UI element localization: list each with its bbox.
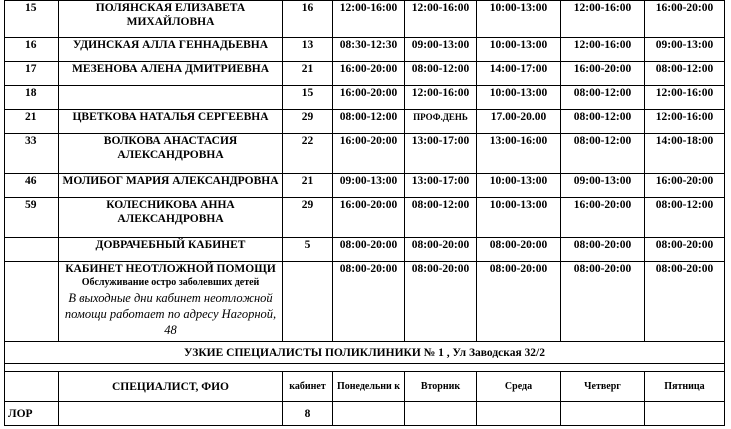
- schedule-thu: 16:00-20:00: [561, 198, 645, 238]
- header-thu: Четверг: [561, 372, 645, 402]
- table-row: [5, 38, 725, 62]
- schedule-thu: 08:00-12:00: [561, 86, 645, 110]
- cabinet-number: 21: [283, 62, 333, 86]
- schedule-wed: 10:00-13:00: [477, 174, 561, 198]
- schedule-mon: 12:00-16:00: [333, 1, 405, 38]
- schedule-fri: 08:00-12:00: [645, 62, 725, 86]
- cabinet-number: 29: [283, 110, 333, 134]
- schedule-tue: 13:00-17:00: [405, 134, 477, 174]
- schedule-thu: 08:00-12:00: [561, 110, 645, 134]
- specialist-name: МОЛИБОГ МАРИЯ АЛЕКСАНДРОВНА: [59, 174, 283, 198]
- header-mon: Понедельни к: [333, 372, 405, 402]
- specialist-name: МЕЗЕНОВА АЛЕНА ДМИТРИЕВНА: [59, 62, 283, 86]
- specialist-name: УДИНСКАЯ АЛЛА ГЕННАДЬЕВНА: [59, 38, 283, 62]
- header-fri: Пятница: [645, 372, 725, 402]
- schedule-mon: 08:00-20:00: [333, 238, 405, 262]
- header-specialist: СПЕЦИАЛИСТ, ФИО: [59, 372, 283, 402]
- emergency-note: В выходные дни кабинет неотложной помощи работает по адресу Нагорной, 48: [64, 291, 277, 337]
- row-number: 18: [5, 86, 59, 110]
- schedule-wed: 17.00-20.00: [477, 110, 561, 134]
- header-wed: Среда: [477, 372, 561, 402]
- header-blank: [5, 372, 59, 402]
- emergency-title: КАБИНЕТ НЕОТЛОЖНОЙ ПОМОЩИ: [65, 263, 276, 275]
- schedule-fri: 14:00-18:00: [645, 134, 725, 174]
- header-tue: Вторник: [405, 372, 477, 402]
- schedule-tue: 08:00-12:00: [405, 198, 477, 238]
- cabinet-number: 29: [283, 198, 333, 238]
- schedule-tue: 12:00-16:00: [405, 1, 477, 38]
- specialist-name: ДОВРАЧЕБНЫЙ КАБИНЕТ: [59, 238, 283, 262]
- schedule-thu: 09:00-13:00: [561, 174, 645, 198]
- cabinet-number: 16: [283, 1, 333, 38]
- specialty-label: ЛОР: [5, 402, 59, 426]
- row-number: [5, 238, 59, 262]
- schedule-body: [5, 1, 725, 426]
- cabinet-number: 5: [283, 238, 333, 262]
- banner-row: [5, 342, 725, 364]
- specialist-name: [59, 402, 283, 426]
- cabinet-number: 22: [283, 134, 333, 174]
- schedule-wed: 13:00-16:00: [477, 134, 561, 174]
- specialist-name: ЦВЕТКОВА НАТАЛЬЯ СЕРГЕЕВНА: [59, 110, 283, 134]
- row-number: 33: [5, 134, 59, 174]
- row-number: 16: [5, 38, 59, 62]
- specialist-name: [59, 86, 283, 110]
- schedule-fri: 09:00-13:00: [645, 38, 725, 62]
- specialist-name: ПОЛЯНСКАЯ ЕЛИЗАВЕТА МИХАЙЛОВНА: [59, 1, 283, 38]
- schedule-wed: [477, 402, 561, 426]
- schedule-fri: 08:00-20:00: [645, 262, 725, 342]
- table-row: [5, 86, 725, 110]
- schedule-tue: 08:00-20:00: [405, 262, 477, 342]
- emergency-row: [5, 262, 725, 342]
- schedule-mon: 16:00-20:00: [333, 198, 405, 238]
- schedule-mon: 16:00-20:00: [333, 134, 405, 174]
- schedule-mon: 08:00-12:00: [333, 110, 405, 134]
- schedule-wed: 10:00-13:00: [477, 38, 561, 62]
- header-row: [5, 372, 725, 402]
- table-row: [5, 110, 725, 134]
- emergency-cabinet: [59, 262, 283, 342]
- table-row: [5, 174, 725, 198]
- schedule-fri: 16:00-20:00: [645, 174, 725, 198]
- table-row: [5, 1, 725, 38]
- schedule-fri: 12:00-16:00: [645, 86, 725, 110]
- schedule-fri: [645, 402, 725, 426]
- specialist-name: КОЛЕСНИКОВА АННА АЛЕКСАНДРОВНА: [59, 198, 283, 238]
- schedule-thu: 08:00-20:00: [561, 238, 645, 262]
- schedule-wed: 10:00-13:00: [477, 86, 561, 110]
- schedule-fri: 08:00-20:00: [645, 238, 725, 262]
- schedule-wed: 08:00-20:00: [477, 238, 561, 262]
- row-number: 17: [5, 62, 59, 86]
- row-number: 21: [5, 110, 59, 134]
- schedule-tue: 12:00-16:00: [405, 86, 477, 110]
- cabinet-number: 15: [283, 86, 333, 110]
- schedule-mon: 08:30-12:30: [333, 38, 405, 62]
- cabinet-number: 13: [283, 38, 333, 62]
- schedule-fri: 08:00-12:00: [645, 198, 725, 238]
- spacer-row: [5, 364, 725, 372]
- schedule-mon: 09:00-13:00: [333, 174, 405, 198]
- schedule-thu: [561, 402, 645, 426]
- row-number: [5, 262, 59, 342]
- schedule-tue: 08:00-12:00: [405, 62, 477, 86]
- row-number: 46: [5, 174, 59, 198]
- cabinet-number: [283, 262, 333, 342]
- schedule-tue: 08:00-20:00: [405, 238, 477, 262]
- schedule-tue: 13:00-17:00: [405, 174, 477, 198]
- schedule-mon: [333, 402, 405, 426]
- cabinet-number: 21: [283, 174, 333, 198]
- schedule-wed: 10:00-13:00: [477, 198, 561, 238]
- schedule-mon: 16:00-20:00: [333, 62, 405, 86]
- emergency-subtitle: Обслуживание остро заболевших детей: [81, 277, 260, 288]
- schedule-tue: [405, 402, 477, 426]
- header-cabinet: кабинет: [283, 372, 333, 402]
- schedule-wed: 14:00-17:00: [477, 62, 561, 86]
- schedule-fri: 16:00-20:00: [645, 1, 725, 38]
- row-number: 59: [5, 198, 59, 238]
- schedule-tue: ПРОФ.ДЕНЬ: [405, 110, 477, 134]
- schedule-thu: 16:00-20:00: [561, 62, 645, 86]
- table-row: [5, 134, 725, 174]
- schedule-thu: 08:00-12:00: [561, 134, 645, 174]
- table-row: [5, 198, 725, 238]
- table-row: [5, 402, 725, 426]
- schedule-thu: 12:00-16:00: [561, 38, 645, 62]
- schedule-table: [4, 0, 725, 426]
- section-banner: УЗКИЕ СПЕЦИАЛИСТЫ ПОЛИКЛИНИКИ № 1 , Ул Заводская 32/2: [5, 342, 725, 364]
- spacer-cell: [5, 364, 725, 372]
- specialist-name: ВОЛКОВА АНАСТАСИЯ АЛЕКСАНДРОВНА: [59, 134, 283, 174]
- schedule-wed: 08:00-20:00: [477, 262, 561, 342]
- row-number: 15: [5, 1, 59, 38]
- schedule-tue: 09:00-13:00: [405, 38, 477, 62]
- table-row: [5, 238, 725, 262]
- cabinet-number: 8: [283, 402, 333, 426]
- schedule-mon: 16:00-20:00: [333, 86, 405, 110]
- schedule-wed: 10:00-13:00: [477, 1, 561, 38]
- schedule-fri: 12:00-16:00: [645, 110, 725, 134]
- table-row: [5, 62, 725, 86]
- schedule-thu: 08:00-20:00: [561, 262, 645, 342]
- schedule-thu: 12:00-16:00: [561, 1, 645, 38]
- schedule-mon: 08:00-20:00: [333, 262, 405, 342]
